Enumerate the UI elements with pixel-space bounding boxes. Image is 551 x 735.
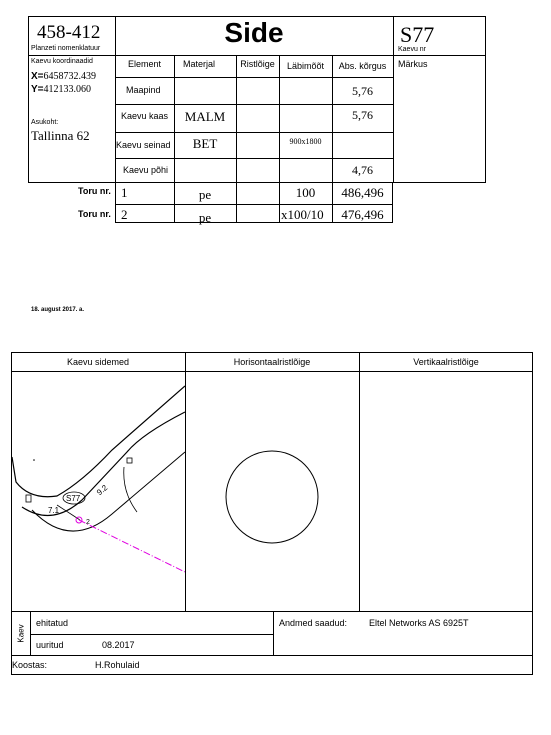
- coordinate-y-label: Y=: [31, 84, 44, 95]
- map-sheet-number: 458-412: [37, 22, 101, 43]
- panel-title-vertical: Vertikaalristlõige: [413, 357, 479, 367]
- pipe-label: Toru nr.: [78, 186, 111, 196]
- footer-side-label: Kaev: [16, 624, 26, 643]
- col-header-remarks: Märkus: [398, 59, 428, 69]
- location-value: Tallinna 62: [31, 128, 90, 143]
- footer-surveyed-label: uuritud: [36, 640, 64, 650]
- coordinates-caption: Kaevu koordinaadid: [31, 58, 93, 65]
- coordinate-y: [31, 84, 91, 95]
- sketch-marker-left: [26, 495, 31, 502]
- coordinate-y-value: 412133.060: [43, 84, 92, 95]
- panel-title-connections: Kaevu sidemed: [66, 357, 130, 367]
- pipe-diameter: 100: [295, 185, 316, 200]
- pipe-number: 2: [121, 207, 128, 222]
- table-row-material: MALM: [184, 109, 226, 124]
- col-header-height: Abs. kõrgus: [338, 61, 387, 71]
- road-edge-outer: [12, 386, 185, 497]
- row-line-1: [115, 77, 393, 78]
- pipe-material: pe: [198, 187, 212, 202]
- footer-surveyed-value: 08.2017: [102, 640, 135, 650]
- dimension-label-2: 7.1: [48, 506, 60, 515]
- footer-divider: [11, 655, 533, 656]
- pipe-height: 476,496: [341, 207, 384, 222]
- road-edge-inner: [22, 412, 185, 516]
- row-line-5: [115, 204, 393, 205]
- footer-row-divider: [30, 634, 273, 635]
- table-row-element: Maapind: [126, 85, 161, 95]
- table-row-height: 5,76: [352, 84, 373, 98]
- sketch-line-1: [124, 467, 137, 512]
- well-marker-label: S77: [66, 494, 81, 503]
- table-row-element: Kaevu kaas: [121, 111, 169, 121]
- sketch-marker-right: [127, 458, 132, 463]
- col-header-diameter: Läbimõõt: [286, 61, 325, 71]
- coordinate-x: [31, 71, 96, 82]
- horizontal-section-drawing: [186, 372, 359, 611]
- table-row-element: Kaevu põhi: [123, 165, 169, 175]
- header-divider: [28, 55, 486, 56]
- pipe-number-label: 2: [86, 519, 90, 526]
- coordinate-x-label: X=: [31, 71, 44, 82]
- road-edge-far: [32, 452, 185, 531]
- dimension-label-1: 9.2: [95, 483, 110, 498]
- table-row-height: 5,76: [352, 108, 373, 122]
- row-line-4: [115, 158, 393, 159]
- document-date: 18. august 2017. a.: [31, 307, 85, 313]
- pipe-number: 1: [121, 185, 128, 200]
- pipe-label: Toru nr.: [78, 209, 111, 219]
- location-caption: Asukoht:: [31, 119, 59, 126]
- row-line-2: [115, 104, 393, 105]
- table-row-diameter: 900x1800: [289, 137, 322, 146]
- table-row-height: 4,76: [352, 163, 373, 177]
- footer-author-value: H.Rohulaid: [95, 660, 140, 670]
- pipe-height: 486,496: [341, 185, 384, 200]
- page-title: Side: [224, 17, 284, 48]
- footer-split-2: [273, 612, 274, 655]
- well-number-caption: Kaevu nr: [398, 46, 427, 53]
- coordinate-x-value: 6458732.439: [43, 71, 97, 82]
- table-row-material: BET: [192, 136, 218, 151]
- col-header-element: Element: [127, 59, 162, 69]
- connections-sketch: [12, 372, 185, 611]
- map-sheet-caption: Planzeti nomenklatuur: [31, 45, 101, 52]
- table-row-element: Kaevu seinad: [116, 140, 171, 150]
- panel-split-2: [359, 352, 360, 612]
- pipe-material: pe: [198, 210, 212, 225]
- col-header-material: Materjal: [182, 59, 215, 69]
- footer-data-by-value: Eltel Networks AS 6925T: [369, 618, 469, 628]
- footer-data-by-label: Andmed saadud:: [279, 618, 348, 628]
- well-cross-section-circle: [226, 451, 318, 543]
- footer-author-label: Koostas:: [12, 660, 48, 670]
- col-header-section: Ristlõige: [240, 59, 275, 69]
- panel-title-horizontal: Horisontaalristlõige: [233, 357, 311, 367]
- header-split-right: [393, 16, 394, 183]
- col-line-2: [236, 55, 237, 222]
- row-line-3: [115, 132, 393, 133]
- well-number: S77: [400, 22, 435, 47]
- sketch-dot: [33, 459, 35, 461]
- pipe-diameter: x100/10: [281, 207, 324, 222]
- pipe-line: [79, 520, 185, 572]
- footer-built-label: ehitatud: [36, 618, 69, 628]
